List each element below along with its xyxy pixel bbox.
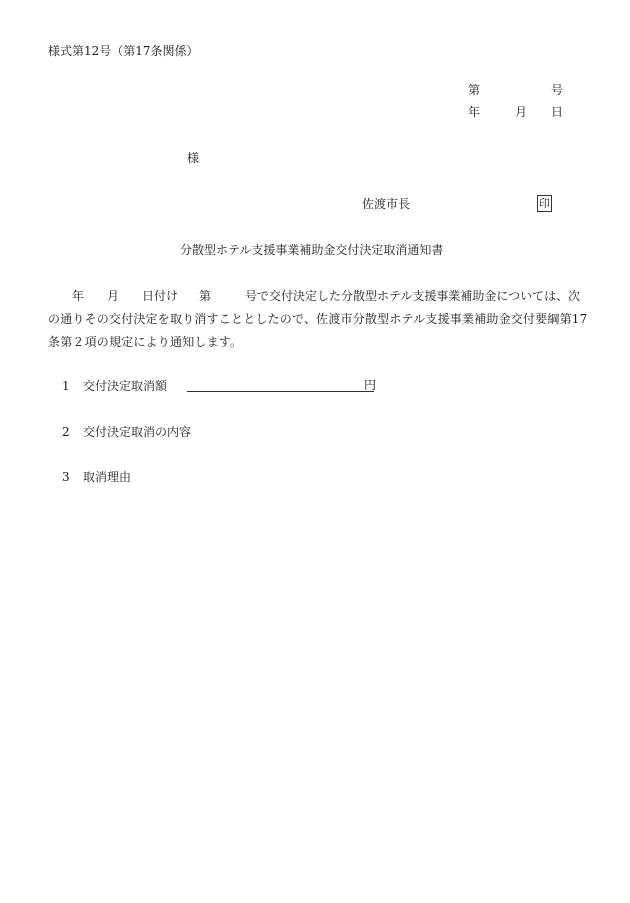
date-day: 日 (551, 105, 564, 119)
date-year: 年 (468, 105, 481, 119)
body-date-day: 日付け (142, 289, 179, 303)
amount-blank-line (187, 391, 374, 392)
body-line3: 条第２項の規定により通知します。 (48, 335, 243, 349)
doc-number-suffix: 号 (551, 83, 564, 97)
addressee-honorific: 様 (187, 151, 200, 165)
body-date-year: 年 (72, 289, 85, 303)
body-no-prefix: 第 (199, 289, 212, 303)
item-2-number: 2 (62, 425, 70, 439)
body-line2: の通りその交付決定を取り消すこととしたので、佐渡市分散型ホテル支援事業補助金交付要綱第17 (48, 312, 588, 326)
item-1-unit: 円 (364, 378, 377, 392)
form-number: 様式第12号（第17条関係） (48, 44, 199, 58)
body-line1-rest: 号で交付決定した分散型ホテル支援事業補助金については、次 (245, 289, 581, 303)
item-1-number: 1 (62, 379, 70, 393)
item-1-label: 交付決定取消額 (83, 379, 168, 393)
date-month: 月 (515, 105, 528, 119)
seal-mark: 印 (539, 197, 550, 210)
body-date-month: 月 (107, 289, 120, 303)
issuer-title: 佐渡市長 (362, 197, 411, 211)
doc-number-prefix: 第 (468, 83, 481, 97)
document-title: 分散型ホテル支援事業補助金交付決定取消通知書 (180, 243, 444, 257)
item-2-label: 交付決定取消の内容 (83, 425, 192, 439)
item-3-number: 3 (62, 470, 70, 484)
item-3-label: 取消理由 (83, 470, 132, 484)
